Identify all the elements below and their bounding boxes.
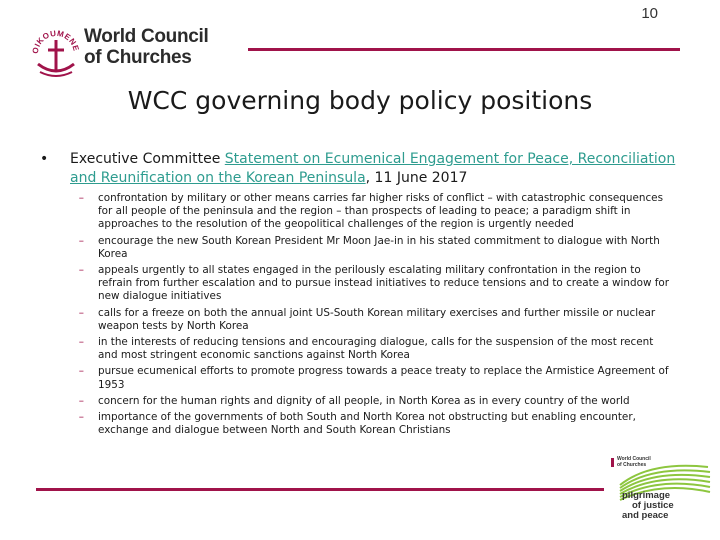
slide-title: WCC governing body policy positions (127, 86, 593, 115)
list-item (36, 307, 676, 333)
dash-icon: – (78, 336, 84, 349)
list-item (36, 336, 676, 362)
wcc-logo (30, 22, 230, 80)
logo-name-line2: of Churches (84, 47, 192, 68)
statement-link[interactable]: Statement on Ecumenical Engagement for Peace, Reconciliation and Reunification on the Korean Peninsula (70, 151, 676, 186)
list-item (36, 192, 676, 232)
dash-icon: – (78, 234, 84, 247)
mini-wcc-line1: World Council (617, 456, 651, 462)
main-bullet-prefix: Executive Committee (70, 151, 225, 167)
sub-point-text: confrontation by military or other means carries far higher risks of conflict – with catastrophic consequences for all people of the peninsula and the region – than prospects of leading to peace; a paradigm shift in approaches to the resolution of the geopolitical challenges of the region is urgently needed (98, 192, 663, 231)
sub-point-text: importance of the governments of both South and North Korea not obstructing but enabling encounter, exchange and dialogue between North and South Korean Christians (98, 411, 636, 437)
logo-name-line1: World Council (84, 26, 209, 47)
dash-icon: – (78, 411, 84, 424)
dash-icon: – (78, 394, 84, 407)
sub-point-text: calls for a freeze on both the annual joint US-South Korean military exercises and further missile or nuclear weapon tests by North Korea (98, 306, 656, 332)
sub-point-text: pursue ecumenical efforts to promote progress towards a peace treaty to replace the Armistice Agreement of 1953 (98, 365, 669, 391)
main-bullet (36, 150, 676, 188)
list-item (36, 235, 676, 261)
pilgrimage-line3: and peace (622, 510, 669, 521)
mini-wcc-line2: of Churches (617, 461, 647, 468)
dash-icon: – (78, 264, 84, 277)
bullet-dot-icon: • (40, 151, 49, 167)
svg-text:OIKOUMENE: OIKOUMENE (30, 28, 81, 55)
sub-point-text: concern for the human rights and dignity of all people, in North Korea as in every country of the world (98, 394, 630, 407)
footer-divider (36, 488, 604, 491)
sub-point-text: encourage the new South Korean President Mr Moon Jae-in in his stated commitment to dialogue with North Korea (98, 234, 660, 260)
pilgrimage-line1: pilgrimage (622, 490, 671, 501)
sub-point-text: appeals urgently to all states engaged in the perilously escalating military confrontation in the region to refrain from further escalation and to pursue instead initiatives to reduce tensions and to create a window for new dialogue initiatives (98, 264, 670, 303)
sub-point-text: in the interests of reducing tensions and encouraging dialogue, calls for the suspension of the most recent and most stringent economic sanctions against North Korea (98, 336, 654, 362)
header-divider (248, 48, 680, 51)
main-bullet-text (70, 150, 676, 188)
dash-icon: – (78, 192, 84, 204)
oikoumene-ship-icon (30, 22, 82, 80)
list-item (36, 365, 676, 391)
main-bullet-suffix: , 11 June 2017 (365, 170, 468, 186)
list-item (36, 395, 676, 408)
pilgrimage-line2: of justice (632, 500, 674, 511)
dash-icon: – (78, 365, 84, 378)
sub-point-list (36, 192, 676, 437)
page-number: 10 (641, 5, 658, 22)
slide-content (36, 150, 676, 440)
dash-icon: – (78, 306, 84, 319)
list-item (36, 411, 676, 437)
pilgrimage-logo (610, 455, 715, 535)
list-item (36, 264, 676, 304)
